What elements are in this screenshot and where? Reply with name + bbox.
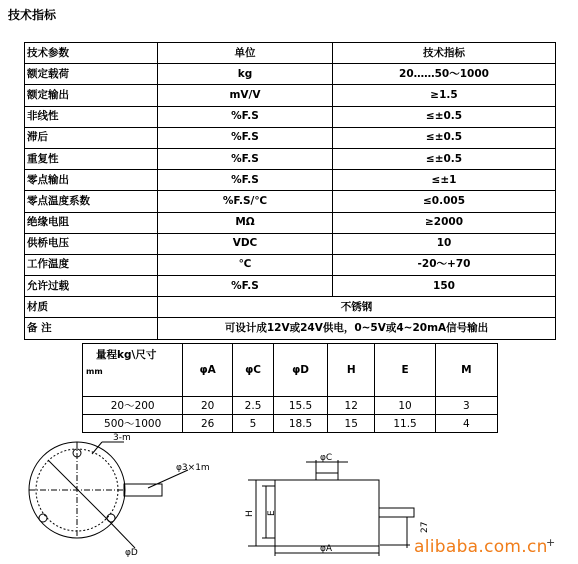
- spec-param: 滞后: [25, 127, 158, 148]
- spec-unit: %F.S: [158, 106, 333, 127]
- diameter-c-label: φC: [320, 453, 333, 463]
- spec-unit: %F.S: [158, 276, 333, 297]
- top-view: [29, 442, 188, 548]
- side-view: [248, 460, 414, 556]
- dimension-value: 5: [232, 415, 273, 433]
- dimension-value: 26: [183, 415, 233, 433]
- spec-param: 重复性: [25, 148, 158, 169]
- spec-unit: %F.S: [158, 148, 333, 169]
- dimension-column-header: M: [435, 344, 497, 397]
- spec-param: 额定载荷: [25, 64, 158, 85]
- spec-row: [25, 191, 556, 212]
- spec-header-param: 技术参数: [25, 43, 158, 64]
- spec-param: 非线性: [25, 106, 158, 127]
- dimension-corner-header: [83, 344, 183, 397]
- spec-value: ≤±0.5: [333, 148, 556, 169]
- dimension-column-header: E: [375, 344, 435, 397]
- spec-row: [25, 276, 556, 297]
- spec-param: 零点输出: [25, 170, 158, 191]
- spec-unit: MΩ: [158, 212, 333, 233]
- dimension-value: 18.5: [274, 415, 328, 433]
- body-rect: [275, 480, 379, 546]
- spec-value: ≥1.5: [333, 85, 556, 106]
- cable-outlet: [124, 484, 162, 496]
- watermark-text: alibaba.com.cn: [414, 537, 548, 557]
- spec-value: ≤0.005: [333, 191, 556, 212]
- diameter-d-label: φD: [125, 548, 138, 558]
- material-row: [25, 297, 556, 318]
- spec-value: 10: [333, 233, 556, 254]
- dimension-corner-bottom: mm: [86, 367, 103, 376]
- note-row-param: 备 注: [25, 318, 158, 339]
- spec-row: [25, 170, 556, 191]
- spec-header-row: [25, 43, 556, 64]
- spec-row: [25, 233, 556, 254]
- spec-value: -20～+70: [333, 254, 556, 275]
- dimension-column-header: φC: [232, 344, 273, 397]
- spec-unit: %F.S/℃: [158, 191, 333, 212]
- spec-unit: VDC: [158, 233, 333, 254]
- dimension-column-header: H: [327, 344, 375, 397]
- spec-header-unit: 单位: [158, 43, 333, 64]
- cable-rect: [379, 508, 414, 517]
- dimension-value: 11.5: [375, 415, 435, 433]
- spec-value: ≤±1: [333, 170, 556, 191]
- dimension-header-row: [83, 344, 498, 397]
- spec-value: 20……50～1000: [333, 64, 556, 85]
- dimension-corner-top: 量程kg\尺寸: [96, 349, 157, 361]
- height-e-label: E: [267, 510, 277, 516]
- dimension-column-header: φD: [274, 344, 328, 397]
- spec-row: [25, 212, 556, 233]
- dimension-value: 2.5: [232, 397, 273, 415]
- dimension-value: 3: [435, 397, 497, 415]
- spec-unit: kg: [158, 64, 333, 85]
- spec-row: [25, 127, 556, 148]
- spec-param: 工作温度: [25, 254, 158, 275]
- boss-rect: [316, 473, 338, 480]
- corner-mark: +: [546, 536, 556, 549]
- thread-label: 3-m: [113, 433, 131, 443]
- dimension-value: 4: [435, 415, 497, 433]
- spec-param: 绝缘电阻: [25, 212, 158, 233]
- spec-param: 零点温度系数: [25, 191, 158, 212]
- spec-param: 供桥电压: [25, 233, 158, 254]
- dimension-value: 20: [183, 397, 233, 415]
- dimension-column-header: φA: [183, 344, 233, 397]
- diameter-a-label: φA: [320, 544, 333, 554]
- dimension-value: 10: [375, 397, 435, 415]
- spec-param: 额定输出: [25, 85, 158, 106]
- material-row-param: 材质: [25, 297, 158, 318]
- spec-unit: ℃: [158, 254, 333, 275]
- spec-row: [25, 64, 556, 85]
- spec-table: [24, 42, 556, 340]
- dimension-row: [83, 397, 498, 415]
- cable-spec-label: φ3×1m: [176, 463, 210, 473]
- dimension-range: 20～200: [83, 397, 183, 415]
- spec-unit: %F.S: [158, 127, 333, 148]
- spec-header-value: 技术指标: [333, 43, 556, 64]
- spec-unit: %F.S: [158, 170, 333, 191]
- dimension-value: 15: [327, 415, 375, 433]
- material-row-value: 不锈钢: [158, 297, 556, 318]
- spec-row: [25, 85, 556, 106]
- cable-length-label: 27: [420, 521, 430, 533]
- section-title: 技术指标: [8, 8, 57, 22]
- height-h-label: H: [245, 510, 255, 517]
- dimension-range: 500～1000: [83, 415, 183, 433]
- spec-param: 允许过载: [25, 276, 158, 297]
- spec-value: ≥2000: [333, 212, 556, 233]
- diameter-leader: [108, 520, 135, 548]
- spec-value: 150: [333, 276, 556, 297]
- note-row-value: 可设计成12V或24V供电，0~5V或4~20mA信号输出: [158, 318, 556, 339]
- spec-value: ≤±0.5: [333, 106, 556, 127]
- spec-row: [25, 148, 556, 169]
- spec-value: ≤±0.5: [333, 127, 556, 148]
- spec-row: [25, 106, 556, 127]
- note-row: [25, 318, 556, 339]
- spec-unit: mV/V: [158, 85, 333, 106]
- hole-left: [39, 514, 47, 522]
- spec-row: [25, 254, 556, 275]
- dimension-value: 12: [327, 397, 375, 415]
- dimension-value: 15.5: [274, 397, 328, 415]
